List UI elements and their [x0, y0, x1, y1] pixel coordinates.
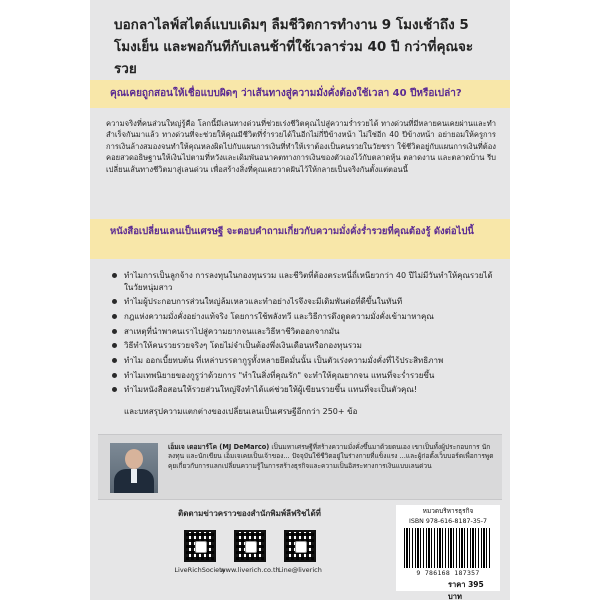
qr-label: www.liverich.co.th [220, 566, 280, 574]
author-bio-text: เป็นมหาเศรษฐีที่สร้างความมั่งคั่งขึ้นมาด้วยตนเอง เขาเป็นทั้งผู้ประกอบการ นักลงทุน และนักเขียน เอ็มเจเคยเป็นเจ้าของ... ปัจจุบันใช้ชีวิตอยู่ในร่างกายที่แข็งแรง ...และผู้ก่อตั้งเว็บบอร์ดเพื่อการพูดคุยเกี่ยวกับการแลกเปลี่ยนความรู้ในการสร้างธุรกิจและความเป็นอิสระทางการเงินแบบเลนด่วน [168, 443, 494, 470]
line-icon [295, 541, 307, 553]
facebook-icon [195, 541, 207, 553]
bullet-item: ทำไมเทพนิยายของกูรูว่าด้วยการ "ทำในสิ่งที่คุณรัก" จะทำให้คุณยากจน แทนที่จะร่ำรวยขึ้น [112, 370, 500, 382]
web-icon [245, 541, 257, 553]
qr-label: LiveRichSociety [174, 566, 226, 574]
cover-headline: บอกลาไลฟ์สไตล์แบบเดิมๆ ลืมชีวิตการทำงาน 9 โมงเช้าถึง 5 โมงเย็น และพอกันทีกับเลนช้าที่ใช้เวลาร่วม 40 ปี กว่าที่คุณจะรวย [114, 17, 474, 77]
qr-code-facebook[interactable] [184, 530, 216, 562]
qr-code-website[interactable] [234, 530, 266, 562]
book-back-cover [90, 0, 510, 600]
author-bio [168, 443, 494, 471]
author-name: เอ็มเจ เดอมาร์โค (MJ DeMarco) [168, 443, 270, 451]
qr-label: Line@liverich [278, 566, 322, 574]
isbn-category: หมวดบริหารธุรกิจ [422, 507, 474, 515]
bullet-item: กฎแห่งความมั่งคั่งอย่างแท้จริง โดยการใช้พลังทวี และวิธีการดึงดูดความมั่งคั่งเข้ามาหาคุณ [112, 311, 500, 323]
bullet-item: ทำไม ออกเบี้ยทบต้น ที่เหล่าบรรดากูรูทั้งหลายยึดมั่นนั้น เป็นตัวเร่งความมั่งคั่งที่ไร้ประสิทธิภาพ [112, 355, 500, 367]
price-label: ราคา 395 บาท [448, 580, 484, 601]
summary-line: และบทสรุปความแตกต่างของเปลี่ยนเลนเป็นเศรษฐีอีกกว่า 250+ ข้อ [124, 407, 358, 416]
bullet-item: สาเหตุที่นำพาคนเราไปสู่ความยากจนและวิธีหาชีวิตออกจากมัน [112, 326, 500, 338]
isbn-number: ISBN 978-616-8187-35-7 [408, 518, 488, 525]
follow-text: ติดตามข่าวคราวของสำนักพิมพ์ลีฟริชได้ที่ [178, 509, 321, 518]
body-paragraph: ความจริงที่คนส่วนใหญ่รู้คือ โลกนี้มีเลนทางด่วนที่ช่วยเร่งชีวิตคุณไปสู่ความร่ำรวยได้ ทางด่วนที่มีหลายคนเคยผ่านและทำสำเร็จกันมาแล้ว ทางด่วนที่จะช่วยให้คุณมีชีวิตที่ร่ำรวยได้ในอีกไม่กี่ปีข้างหน้า ไม่ใช่อีก 40 ปีข้างหน้า อย่ายอมให้ครูการการเงินล้างสมองจนทำให้คุณหลงผิดไปกับแผนการเงินที่ทำให้เราต้องเป็นคนรวยในวัยชรา ใช้ชีวิตอยู่กับแผนการเงินที่ต้องคอยสวดอธิษฐานให้เงินไปตามที่หวังและเดิมพันอนาคตทางการเงินของตัวเองไว้กับตลาดหุ้น ตลาดงาน และตลาดบ้าน รีบเปลี่ยนเส้นทางชีวิตมาสู่เลนด่วน เพื่อสร้างสิ่งที่คุณเคยวาดฝันไว้ให้กลายเป็นจริงกันตั้งแต่ตอนนี้ [106, 119, 496, 174]
author-photo [110, 443, 158, 493]
bullet-item: ทำไมผู้ประกอบการส่วนใหญ่ล้มเหลวและทำอย่างไรจึงจะมีเดิมพันต่อที่ดีขึ้นในทันที [112, 296, 500, 308]
question-band: คุณเคยถูกสอนให้เชื่อแบบผิดๆ ว่าเส้นทางสู่ความมั่งคั่งต้องใช้เวลา 40 ปีหรือเปล่า? [90, 80, 510, 108]
isbn-box [396, 505, 500, 601]
author-box [98, 434, 502, 500]
barcode-digits: 9 786168 187357 [416, 569, 480, 577]
bullet-list [112, 270, 500, 399]
bullet-item: วิธีทำให้คนรวยรวยจริงๆ โดยไม่จำเป็นต้องพึ่งเงินเดือนหรือกองทุนรวม [112, 340, 500, 352]
bullet-item: ทำไมหนังสือสอนให้รวยส่วนใหญ่จึงทำได้แค่ช่วยให้ผู้เขียนรวยขึ้น แทนที่จะเป็นตัวคุณ! [112, 384, 500, 396]
qr-code-line[interactable] [284, 530, 316, 562]
bullet-item: ทำไมการเป็นลูกจ้าง การลงทุนในกองทุนรวม และชีวิตที่ต้องตระหนี่ถี่เหนียวกว่า 40 ปีไม่มีวันทำให้คุณรวยได้ในวัยหนุ่มสาว [112, 270, 500, 293]
answer-band: หนังสือเปลี่ยนเลนเป็นเศรษฐี จะตอบคำถามเกี่ยวกับความมั่งคั่งร่ำรวยที่คุณต้องรู้ ดังต่อไปนี้ [90, 219, 510, 259]
barcode [404, 528, 492, 568]
